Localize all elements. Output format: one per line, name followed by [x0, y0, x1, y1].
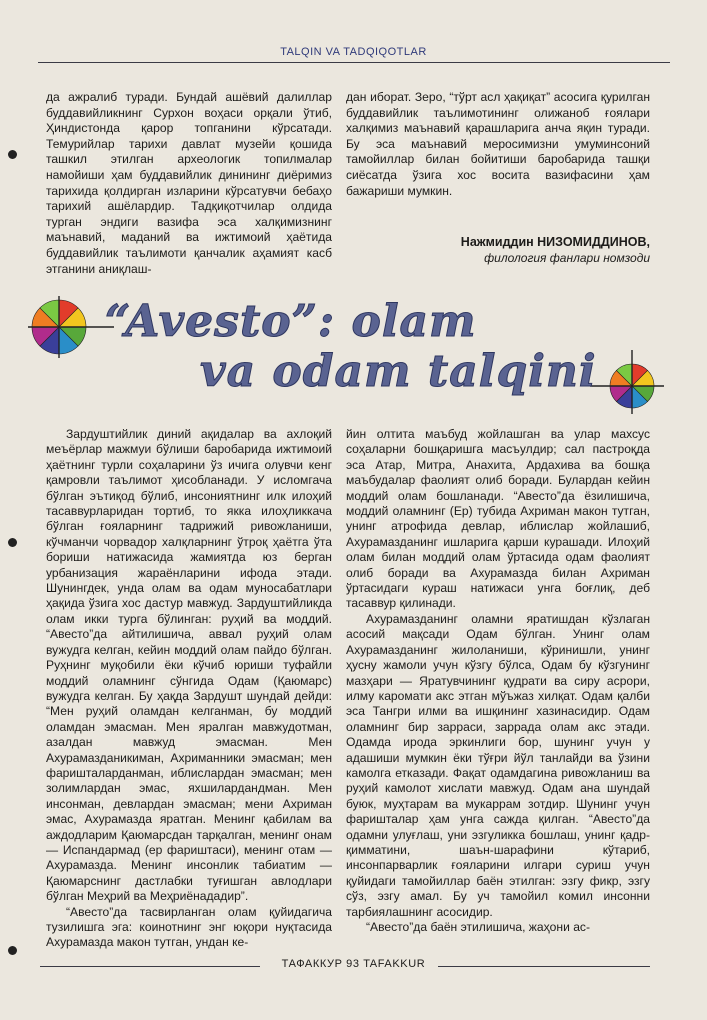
article-title-line-2: va odam talqini: [200, 346, 597, 397]
article-title-line-1: “Avesto”: olam: [105, 296, 477, 347]
color-wheel-left-icon: [24, 292, 118, 362]
prev-article-left-text: да ажралиб туради. Бундай ашёвий далиллар буддавийликнинг Сурхон воҳаси орқали ўтиб, Ҳиндистонда қарор топганини кўрсатади. Темурийлар тарихи давлат музейи қошида ташкил этилган археологик топилмалар намойиши ҳам буддавийлик динининг диёримиз тарихида қолдирган изларини кўрсатувчи бебаҳо тарихий ашёлардир. Тадқиқотчилар олдида турган эндиги вазифа эса халқимизнинг маънавий, маданий ва ижтимоий ҳаётида буддавийлик таълимоти қанчалик аҳамият касб этганини аниқлаш-: [46, 90, 332, 276]
prev-article-left-column: [46, 90, 332, 277]
author-degree: филология фанлари номзоди: [484, 251, 650, 265]
page-footer: ТАФАККУР 93 TAFAKKUR: [281, 958, 426, 970]
binder-hole: [8, 538, 17, 547]
header-rule: [38, 62, 670, 63]
author-name: Нажмиддин НИЗОМИДДИНОВ,: [460, 235, 650, 249]
article-right-column: [346, 427, 650, 935]
article-left-column: [46, 427, 332, 951]
binder-hole: [8, 946, 17, 955]
color-wheel-right-icon: [586, 346, 668, 418]
prev-article-right-column: [346, 90, 650, 199]
article-paragraph: Ахурамазданинг оламни яратишдан кўзлаган асосий мақсади Одам бўлган. Унинг олам Ахурамазданинг жилоланиши, кўринишли, унинг ҳусну жамоли учун кўзгу бўлса, Одам бу кўзгунинг мазҳари — Яратувчининг қудрати ва сиру асрори, илму каромати акс этган мўъжаз хилқат. Одам қалби эса Тангри илми ва ишқининг хазинасидир. Одам оламнинг бир зарраси, заррада олам акс этади. Одамда ирода эркинлиги бор, шунинг учун у адашиши мумкин ёки тўғри йўл танлайди ва ўзини камолга етказади. Фақат одамдагина ривожланиш ва руҳий камолот хислати мавжуд. Одам ана шундай буюк, муҳтарам ва мукаррам зотдир. Шунинг учун фаришталар ҳам унга сажда қилган. “Авесто”да одамни улуғлаш, уни эзгуликка бошлаш, унинг қадр-қимматини, шаън-шарафини кўтариб, инсонпарварлик ғояларини илгари суриш учун қуйидаги тамойиллар баён этилган: эзгу фикр, эзгу сўз, эзгу амал. Бу уч тамойил комил инсонни тарбиялашнинг асосидир.: [346, 611, 650, 919]
article-paragraph: “Авесто”да баён этилишича, жаҳони ас-: [366, 920, 590, 934]
binder-hole: [8, 150, 17, 159]
prev-article-right-text: дан иборат. Зеро, “тўрт асл ҳақиқат” асосига қурилган буддавийлик таълимотининг олижаноб ғоялари халқимиз маънавий қарашларига анча яқин туради. Бу эса маънавий меросимизни умуминсоний тамойиллар билан бойитиши баробарида ташқи сиёсатда ўзига хос восита вазифасини ҳам бажариши мумкин.: [346, 90, 650, 198]
article-paragraph: Зардуштийлик диний ақидалар ва ахлоқий меъёрлар мажмуи бўлиши баробарида ижтимоий ҳаётнинг турли соҳаларини ўз ичига олувчи кенг қамровли таълимот ҳисобланади. У исломгача бўлган эътиқод бўлиб, инсониятнинг илк илоҳий тасаввурларидан тортиб, то якка илоҳликкача бўлган ғояларнинг тадрижий ривожланиши, кўчманчи чорвадор халқларнинг ўтроқ ҳаётга ўта бориши натижасида жамиятда юз берган урбанизация жараёнларини ифода этади. Шунингдек, унда олам ва одам муносабатлари ҳақида ўзига хос дастур мавжуд. Зардуштийликда олам икки турга бўлинган: руҳий ва моддий. “Авесто”да айтилишича, аввал руҳий олам вужудга келган, кейин моддий олам пайдо бўлган. Руҳнинг муқобили ёки кўчиб юриши туфайли моддий оламнинг сўнгида Одам (Қаюмарс) вужудга келган. Бу ҳақда Зардушт шундай дейди: “Мен руҳий оламдан келганман, бу моддий оламдан эмасман. Мен яралган мавжудотман, азалдан мавжуд эмасман. Мен Ахурамазданикиман, Ахриманники эмасман; мен фаришталарданман, иблислардан эмасман; мен золимлардан эмас, яхшилардандман. Мен инсонман, девлардан эмасман; мени Ахриман эмас, Ахурамазда яратган. Менинг қабилам ва аждодларим Қаюмарсдан тарқалган, менинг онам — Испандармад (ер фариштаси), менинг отам — Ахурамазда. Менинг инсонлик табиатим — Қаюмарснинг дастлабки туғишган авлодлари бўлган Меҳрий ва Меҳриёнададир”.: [46, 427, 332, 904]
running-header: TALQIN VA TADQIQOTLAR: [280, 46, 427, 58]
article-paragraph: “Авесто”да тасвирланган олам қуйидагича тузилишга эга: коинотнинг энг юқори нуқтасида Ахурамазда макон тутган, ундан ке-: [46, 904, 332, 950]
article-paragraph: йин олтита маъбуд жойлашган ва улар махсус соҳаларни бошқаришга масъулдир; сал пастроқда эса Атар, Митра, Анахита, Ардахива ва бошқа маъбудалар фаолият олиб боради. Булардан кейин моддий олам бошланади. “Авесто”да ёзилишича, моддий оламнинг (Ер) тубида Ахриман макон тутган, унинг атрофида девлар, иблислар жойлашиб, Ахурамазданинг ишларига қарши курашади. Илоҳий олам билан моддий олам ўртасида одам фаолият олиб боради ва Ахурамазда билан Ахриман ўртасидаги кураш натижаси унга боғлиқ, деб тасаввур қилинади.: [346, 427, 650, 611]
author-signature: [346, 234, 650, 266]
